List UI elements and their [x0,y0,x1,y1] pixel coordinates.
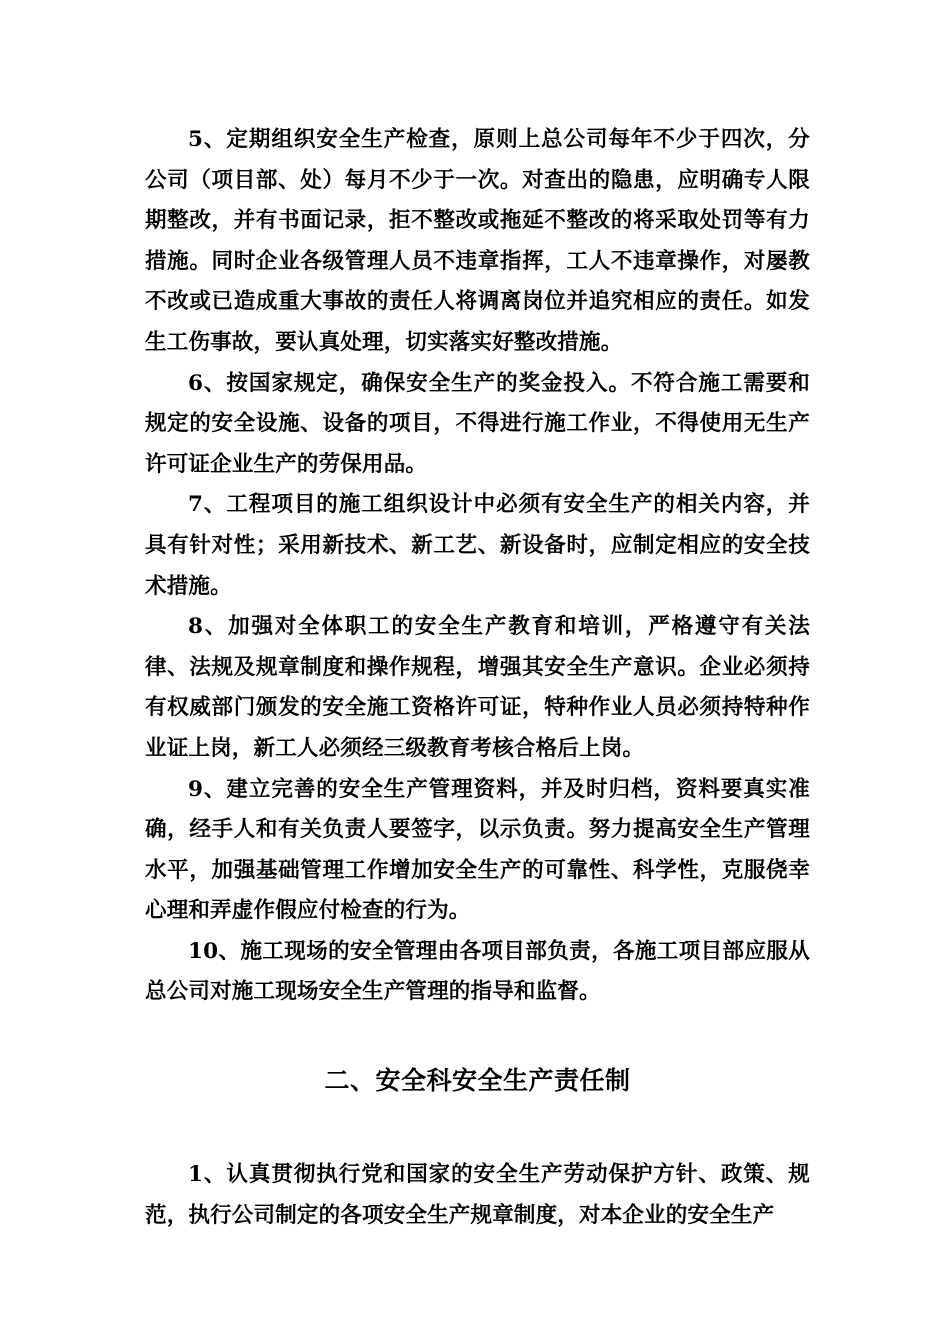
paragraph-item-5: 5、定期组织安全生产检查，原则上总公司每年不少于四次，分公司（项目部、处）每月不少于一次。对查出的隐患，应明确专人限期整改，并有书面记录，拒不整改或拖延不整改的将采取处罚等有力措施。同时企业各级管理人员不违章指挥，工人不违章操作，对屡教不改或已造成重大事故的责任人将调离岗位并追究相应的责任。如发生工伤事故，要认真处理，切实落实好整改措施。 [145,127,810,355]
paragraph-item-6: 6、按国家规定，确保安全生产的奖金投入。不符合施工需要和规定的安全设施、设备的项目，不得进行施工作业，不得使用无生产许可证企业生产的劳保用品。 [145,370,810,477]
section-paragraph-1: 1、认真贯彻执行党和国家的安全生产劳动保护方针、政策、规范，执行公司制定的各项安全生产规章制度，对本企业的安全生产 [145,1162,810,1228]
section-spacer [145,1113,810,1155]
paragraph-item-7: 7、工程项目的施工组织设计中必须有安全生产的相关内容，并具有针对性；采用新技术、新工艺、新设备时，应制定相应的安全技术措施。 [145,492,810,599]
paragraph-item-10: 10、施工现场的安全管理由各项目部负责，各施工项目部应服从总公司对施工现场安全生产管理的指导和监督。 [145,938,810,1005]
paragraph-item-8: 8、加强对全体职工的安全生产教育和培训，严格遵守有关法律、法规及规章制度和操作规程，增强其安全生产意识。企业必须持有权威部门颁发的安全施工资格许可证，特种作业人员必须持特种作业证上岗，新工人必须经三级教育考核合格后上岗。 [145,614,810,761]
document-body [145,120,810,1236]
section-heading: 二、安全科安全生产责任制 [324,1066,631,1096]
paragraph-item-9: 9、建立完善的安全生产管理资料，并及时归档，资料要真实准确，经手人和有关负责人要签字，以示负责。努力提高安全生产管理水平，加强基础管理工作增加安全生产的可靠性、科学性，克服侥幸心理和弄虚作假应付检查的行为。 [145,776,810,924]
